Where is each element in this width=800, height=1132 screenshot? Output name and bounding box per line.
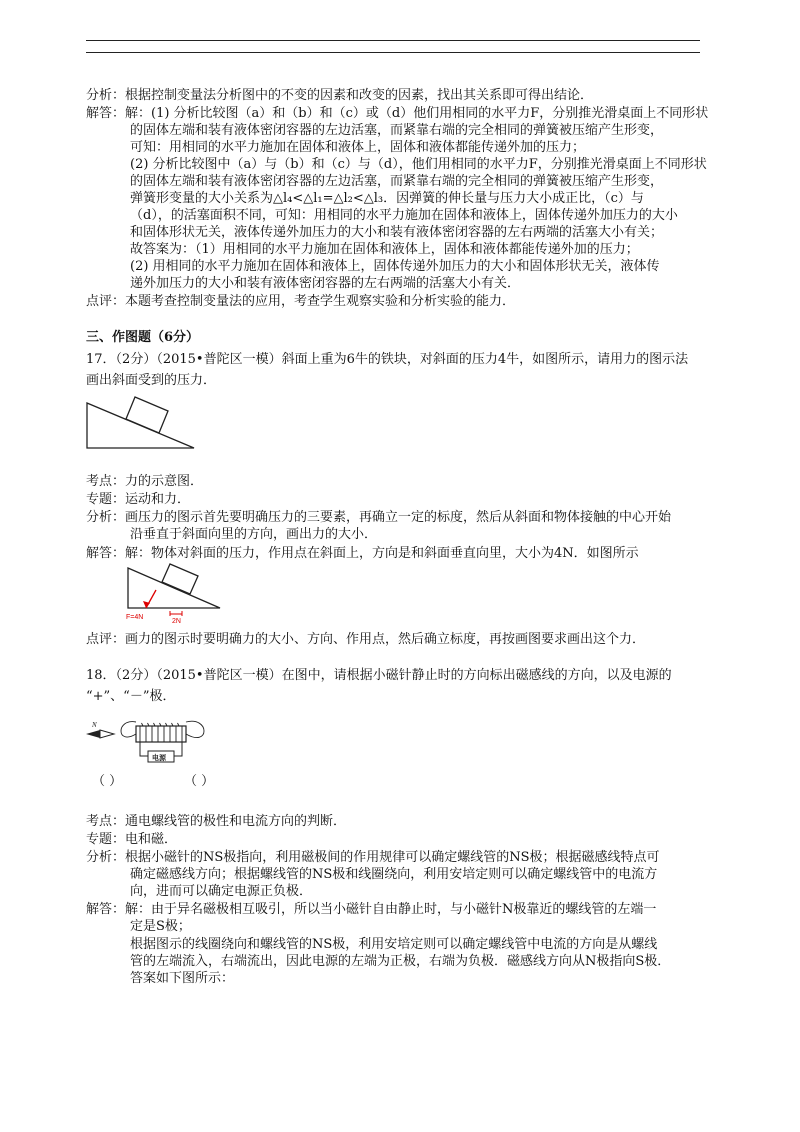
section-title: 三、作图题（6分） [86,330,200,345]
q16-solution-line: 解答：解：(1) 分析比较图（a）和（b）和（c）或（d）他们用相同的水平力F，分别推光滑桌面上不同形状 [86,106,709,121]
q17-analysis: 分析：画压力的图示首先要明确压力的三要素，再确立一定的标度，然后从斜面和物体接触的中心开始 [86,510,672,525]
q18-solution-cont: 根据图示的线圈绕向和螺线管的NS极，利用安培定则可以确定螺线管中电流的方向是从螺线 [130,937,658,952]
q18-knowledge-point: 考点：通电螺线管的极性和电流方向的判断． [86,814,347,829]
q17-stem: 17．（2分）（2015•普陀区一模）斜面上重为6牛的铁块，对斜面的压力4牛，如图所示，请用力的图示法 [86,352,689,367]
q18-solution-cont: 定是S极； [130,919,191,934]
q16-solution-line: (2) 用相同的水平力施加在固体和液体上，固体传递外加压力的大小和固体形状无关，液体传 [130,259,660,274]
header-rule-top [86,40,700,41]
q18-stem: 18．（2分）（2015•普陀区一模）在图中，请根据小磁针静止时的方向标出磁感线的方向，以及电源的 [86,668,672,683]
q18-solenoid-figure [86,716,236,772]
q17-solution: 解答：解：物体对斜面的压力，作用点在斜面上，方向是和斜面垂直向里，大小为4N．如图所示 [86,546,639,561]
q17-topic: 专题：运动和力． [86,492,191,507]
q18-topic: 专题：电和磁． [86,832,178,847]
q18-stem-cont: “+”、“－”极． [86,689,176,704]
q17-incline-figure [86,398,196,450]
q17-stem-cont: 画出斜面受到的压力． [86,373,217,388]
header-rule-bottom [86,52,700,53]
q17-knowledge-point: 考点：力的示意图． [86,474,204,489]
q16-solution-line: 和固体形状无关，液体传递外加压力的大小和装有液体密闭容器的左右两端的活塞大小有关； [130,225,664,240]
q18-analysis: 分析：根据小磁针的NS极指向，利用磁极间的作用规律可以确定螺线管的NS极；根据磁感线特点可 [86,850,660,865]
q16-comment: 点评：本题考查控制变量法的应用，考查学生观察实验和分析实验的能力． [86,294,516,309]
q18-solution-cont: 管的左端流入，右端流出，因此电源的左端为正极，右端为负极．磁感线方向从N极指向S极． [130,954,671,969]
q16-solution-line: 可知：用相同的水平力施加在固体和液体上，固体和液体都能传递外加的压力； [130,140,586,155]
right-pole-blank: （ ） [184,774,215,789]
q18-solution-cont: 答案如下图所示： [130,971,235,986]
q16-solution-line: 故答案为：（1）用相同的水平力施加在固体和液体上，固体和液体都能传递外加的压力； [130,242,639,257]
left-pole-blank: （ ） [92,774,123,789]
q17-answer-figure [126,560,224,624]
q18-analysis-cont: 向，进而可以确定电源正负极． [130,884,313,899]
q16-solution-line: 弹簧形变量的大小关系为△l₄<△l₁=△l₂<△l₃．因弹簧的伸长量与压力大小成正比，（c）与 [130,191,644,206]
q18-analysis-cont: 确定磁感线方向；根据螺线管的NS极和线圈绕向，利用安培定则可以确定螺线管中的电流方 [130,867,658,882]
q16-solution-line: 的固体左端和装有液体密闭容器的左边活塞，而紧靠右端的完全相同的弹簧被压缩产生形变， [130,174,664,189]
q17-analysis-cont: 沿垂直于斜面向里的方向，画出力的大小． [130,527,378,542]
q16-solution-line: (2) 分析比较图中（a）与（b）和（c）与（d），他们用相同的水平力F，分别推光滑桌面上不同形状 [130,157,707,172]
q16-solution-line: （d），的活塞面积不同，可知：用相同的水平力施加在固体和液体上，固体传递外加压力的大小 [130,208,678,223]
needle-n-label: N [92,721,97,729]
q16-analysis: 分析：根据控制变量法分析图中的不变的因素和改变的因素，找出其关系即可得出结论． [86,88,594,103]
q18-solution: 解答：解：由于异名磁极相互吸引，所以当小磁针自由静止时，与小磁针N极靠近的螺线管的左端一 [86,902,657,917]
power-source-label: 电源 [152,754,166,762]
q17-comment: 点评：画力的图示时要明确力的大小、方向、作用点，然后确立标度，再按画图要求画出这个力． [86,632,646,647]
scale-label: 2N [172,618,181,625]
q16-solution-line: 递外加压力的大小和装有液体密闭容器的左右两端的活塞大小有关． [130,276,521,291]
force-label: F=4N [126,614,144,621]
q16-solution-line: 的固体左端和装有液体密闭容器的左边活塞，而紧靠右端的完全相同的弹簧被压缩产生形变， [130,123,664,138]
